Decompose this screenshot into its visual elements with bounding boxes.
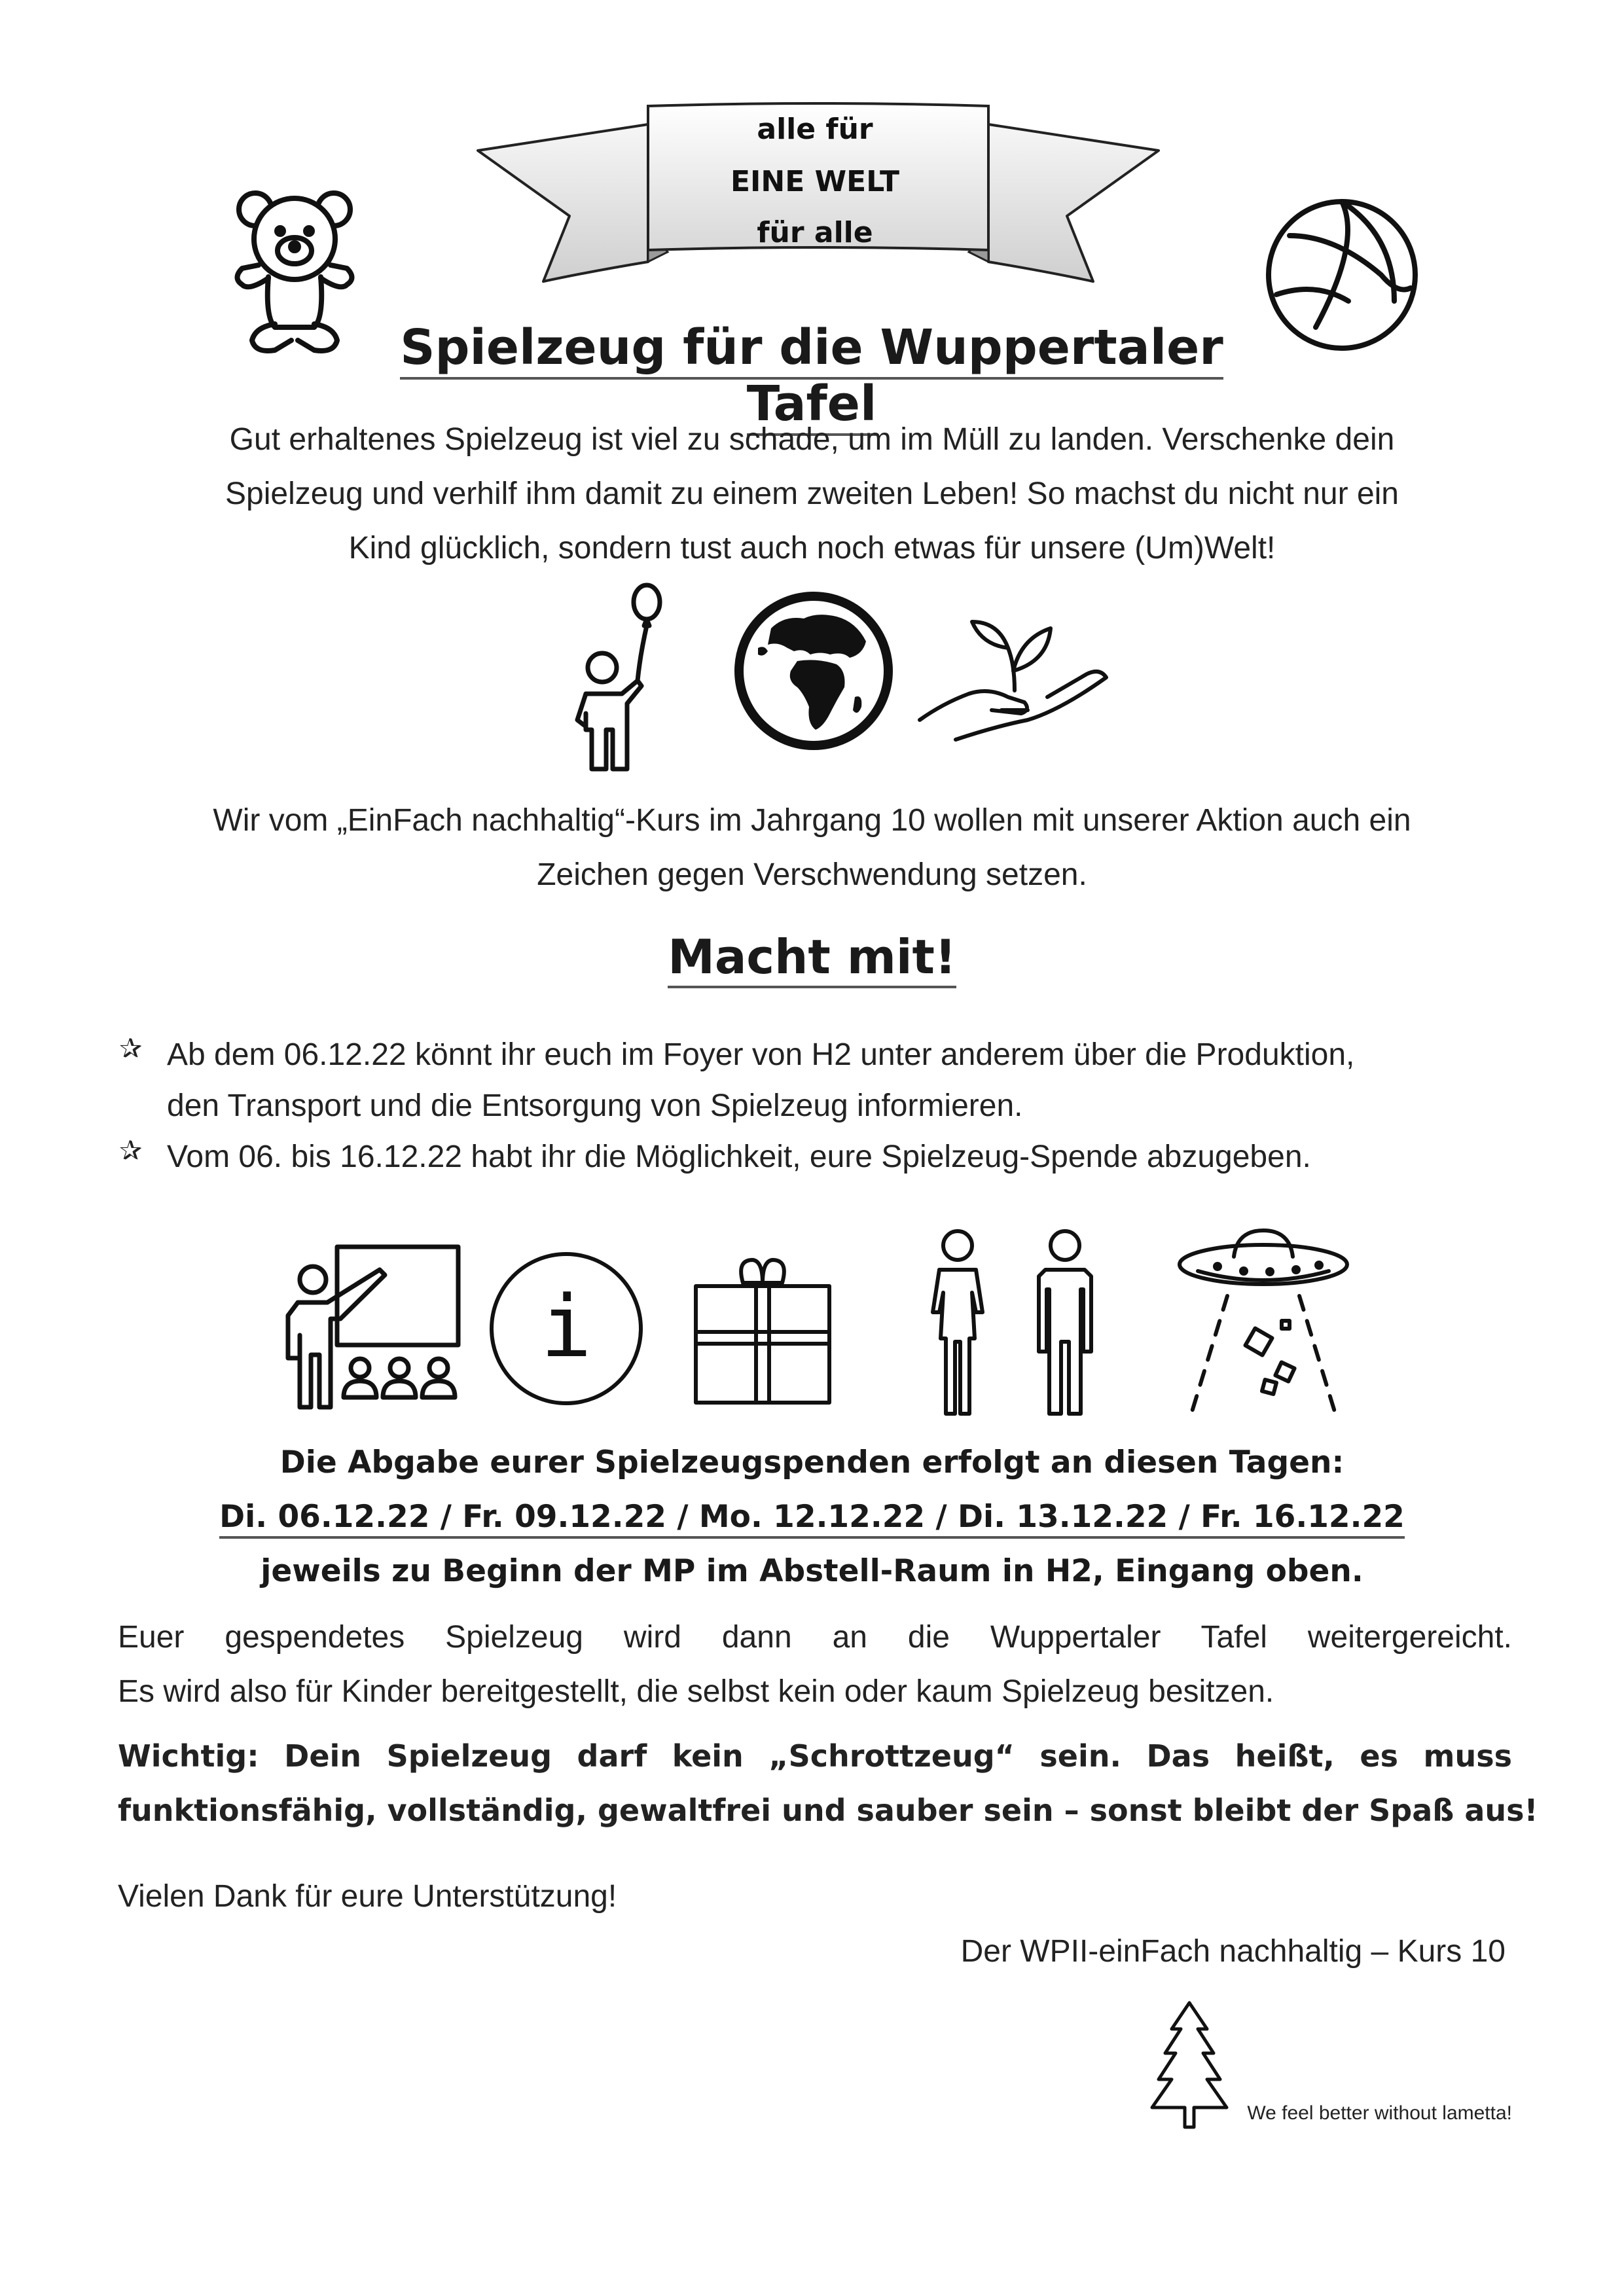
child-with-balloon-icon (569, 583, 668, 772)
dates-intro: Die Abgabe eurer Spielzeugspenden erfolgt an diesen Tagen: (280, 1444, 1344, 1480)
dates-list: Di. 06.12.22 / Fr. 09.12.22 / Mo. 12.12.22 / Di. 13.12.22 / Fr. 16.12.22 (0, 1499, 1624, 1535)
tagline: We feel better without lametta! (1247, 2102, 1512, 2124)
intro-line-3: Kind glücklich, sondern tust auch noch etwas für unsere (Um)Welt! (348, 531, 1276, 565)
signature: Der WPII-einFach nachhaltig – Kurs 10 (960, 1934, 1506, 1969)
globe-icon (732, 589, 895, 753)
bullet-1-line-2: den Transport und die Entsorgung von Spielzeug informieren. (167, 1088, 1023, 1123)
bullet-1-line-1: Ab dem 06.12.22 könnt ihr euch im Foyer von H2 unter anderem über die Produktion, (167, 1037, 1355, 1072)
presentation-icon (281, 1244, 465, 1414)
info-icon (488, 1250, 645, 1407)
ufo-icon (1172, 1224, 1355, 1420)
thanks-text: Vielen Dank für eure Unterstützung! (118, 1879, 617, 1914)
intro-line-2: Spielzeug und verhilf ihm damit zu einem zweiten Leben! So machst du nicht nur ein (225, 476, 1399, 511)
course-line-2: Zeichen gegen Verschwendung setzen. (537, 857, 1087, 892)
dates-place: jeweils zu Beginn der MP im Abstell-Raum in H2, Eingang oben. (261, 1553, 1363, 1589)
page-title: Spielzeug für die Wuppertaler Tafel (367, 319, 1257, 432)
teddy-bear-icon (229, 187, 360, 357)
intro-line-1: Gut erhaltenes Spielzeug ist viel zu schade, um im Müll zu landen. Verschenke dein (229, 422, 1395, 457)
join-heading: Macht mit! (0, 929, 1624, 984)
forward-line-2: Es wird also für Kinder bereitgestellt, die selbst kein oder kaum Spielzeug besitzen. (118, 1674, 1274, 1709)
banner-line-1: alle für (757, 113, 873, 146)
bullet-star-icon: ✰ (119, 1135, 143, 1166)
people-icon (920, 1227, 1110, 1417)
banner-line-2: EINE WELT (731, 165, 899, 198)
beach-ball-icon (1263, 196, 1420, 353)
bullet-2-line-1: Vom 06. bis 16.12.22 habt ihr die Möglichkeit, eure Spielzeug-Spende abzugeben. (167, 1139, 1311, 1174)
important-line-1: Wichtig: Dein Spielzeug darf kein „Schrottzeug“ sein. Das heißt, es muss (118, 1738, 1512, 1774)
info-icon-letter: i (540, 1277, 592, 1376)
forward-line-1: Euer gespendetes Spielzeug wird dann an die Wuppertaler Tafel weitergereicht. (118, 1620, 1512, 1655)
banner-line-3: für alle (757, 216, 873, 249)
gift-icon (691, 1253, 835, 1407)
bullet-star-icon: ✰ (119, 1033, 143, 1064)
important-line-2: funktionsfähig, vollständig, gewaltfrei und sauber sein – sonst bleibt der Spaß aus! (118, 1793, 1538, 1828)
hand-with-plant-icon (916, 612, 1113, 743)
course-line-1: Wir vom „EinFach nachhaltig“-Kurs im Jahrgang 10 wollen mit unserer Aktion auch ein (213, 803, 1411, 838)
